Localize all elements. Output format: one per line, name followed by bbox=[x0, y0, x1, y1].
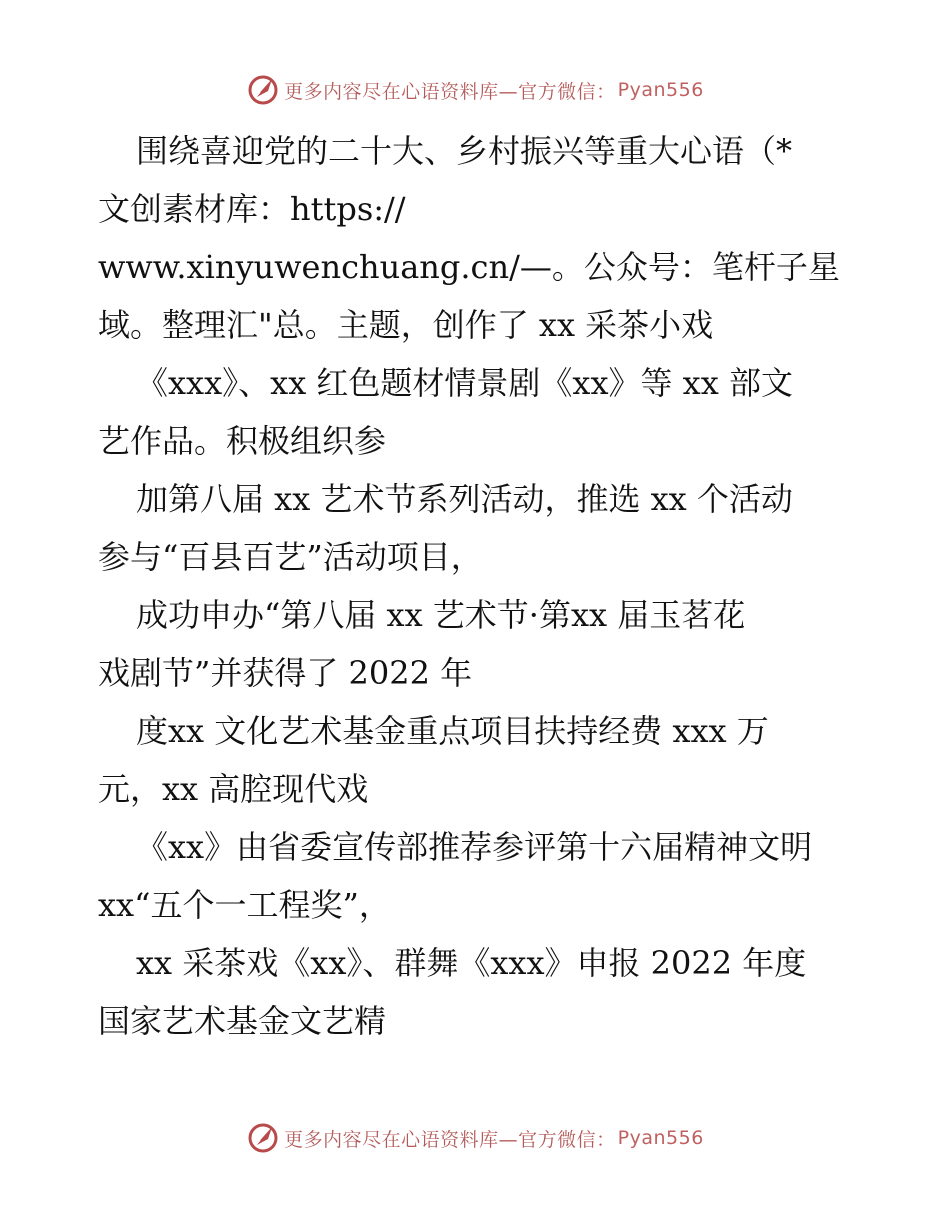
text-line: 《xx》由省委宣传部推荐参评第十六届精神文明 bbox=[136, 828, 813, 866]
text-line: 域。整理汇"总。主题，创作了 xx 采茶小戏 bbox=[98, 306, 714, 344]
watermark-text: 更多内容尽在心语资料库—官方微信： bbox=[284, 1128, 616, 1151]
text-line: 艺作品。积极组织参 bbox=[98, 422, 387, 460]
text-line: xx 采茶戏《xx》、群舞《xxx》申报 2022 年度 bbox=[136, 944, 807, 982]
text-line: 戏剧节”并获得了 2022 年 bbox=[98, 654, 473, 692]
text-line: 《xxx》、xx 红色题材情景剧《xx》等 xx 部文 bbox=[136, 364, 793, 402]
watermark-id: Pyan556 bbox=[617, 79, 704, 101]
text-line: 成功申办“第八届 xx 艺术节·第xx 届玉茗花 bbox=[136, 596, 746, 634]
text-line: 度xx 文化艺术基金重点项目扶持经费 xxx 万 bbox=[136, 712, 769, 750]
quill-logo-icon bbox=[246, 1121, 280, 1155]
text-line: www.xinyuwenchuang.cn/—。公众号：笔杆子星 bbox=[98, 248, 840, 286]
text-line: xx“五个一工程奖”， bbox=[98, 886, 391, 924]
text-line: 元，xx 高腔现代戏 bbox=[98, 770, 369, 808]
text-line: 文创素材库：https:// bbox=[98, 190, 406, 228]
text-line: 围绕喜迎党的二十大、乡村振兴等重大心语（* bbox=[136, 132, 793, 170]
document-body bbox=[98, 122, 858, 1050]
text-line: 加第八届 xx 艺术节系列活动，推选 xx 个活动 bbox=[136, 480, 793, 518]
watermark-id: Pyan556 bbox=[617, 1127, 704, 1149]
quill-logo-icon bbox=[246, 73, 280, 107]
watermark-text: 更多内容尽在心语资料库—官方微信： bbox=[284, 80, 616, 103]
text-line: 国家艺术基金文艺精 bbox=[98, 1002, 387, 1040]
watermark-header bbox=[0, 70, 950, 110]
text-line: 参与“百县百艺”活动项目， bbox=[98, 538, 483, 576]
watermark-footer bbox=[0, 1118, 950, 1158]
